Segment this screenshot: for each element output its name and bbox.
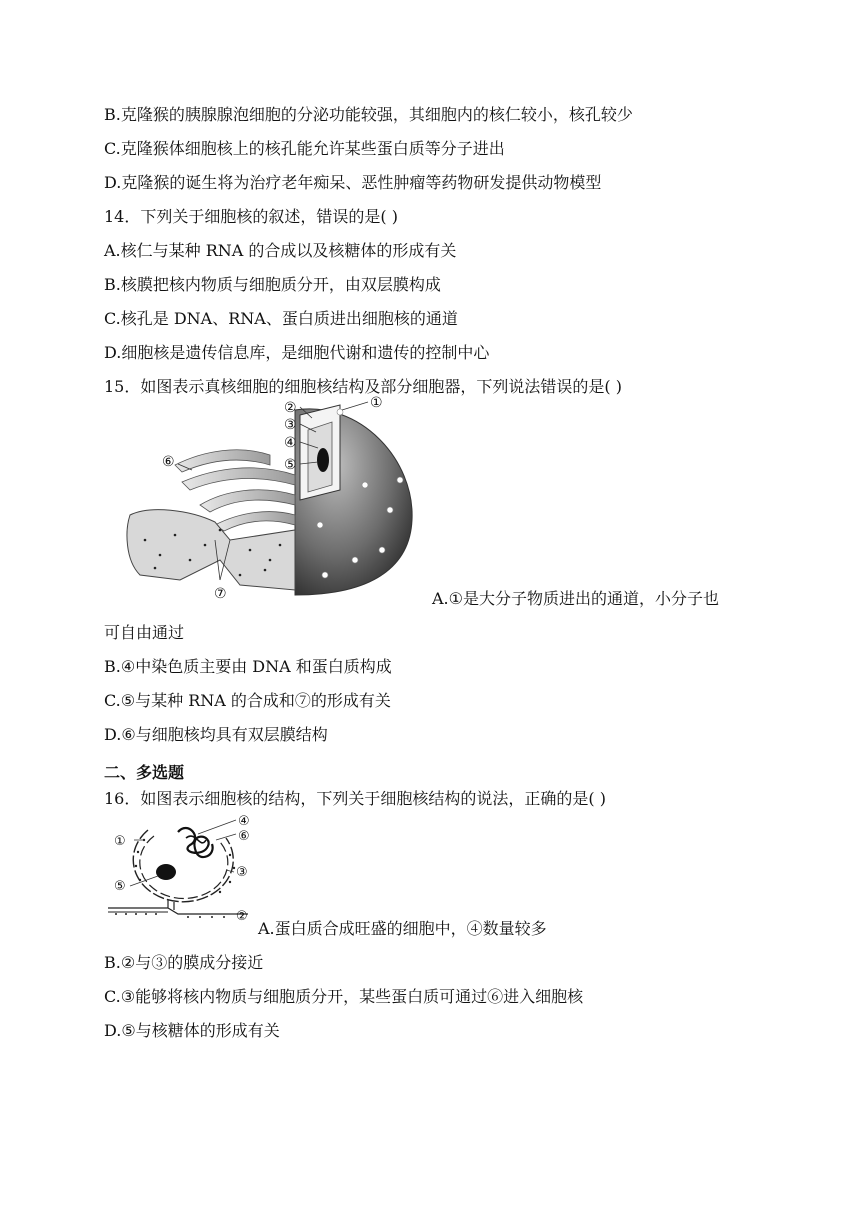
fig15-label-7: ⑦ (214, 586, 227, 602)
q16-option-a: A.蛋白质合成旺盛的细胞中，④数量较多 (258, 919, 547, 938)
q16-option-b: B.②与③的膜成分接近 (104, 953, 264, 972)
fig15-label-2: ② (284, 400, 297, 416)
fig16-label-3: ③ (236, 865, 248, 880)
q14-stem: 14．下列关于细胞核的叙述，错误的是( ) (104, 207, 398, 226)
fig15-label-4: ④ (284, 435, 297, 451)
nucleus-structure-figure (108, 810, 258, 925)
q13-option-b: B.克隆猴的胰腺腺泡细胞的分泌功能较强，其细胞内的核仁较小，核孔较少 (104, 105, 633, 124)
q14-option-a: A.核仁与某种 RNA 的合成以及核糖体的形成有关 (104, 241, 457, 260)
q14-option-d: D.细胞核是遗传信息库，是细胞代谢和遗传的控制中心 (104, 343, 490, 362)
q13-option-d: D.克隆猴的诞生将为治疗老年痴呆、恶性肿瘤等药物研发提供动物模型 (104, 173, 602, 192)
q15-option-b: B.④中染色质主要由 DNA 和蛋白质构成 (104, 657, 392, 676)
fig15-label-1: ① (370, 395, 383, 411)
section-heading-multiple-choice: 二、多选题 (104, 763, 185, 782)
q15-option-d: D.⑥与细胞核均具有双层膜结构 (104, 725, 328, 744)
q16-option-c: C.③能够将核内物质与细胞质分开，某些蛋白质可通过⑥进入细胞核 (104, 987, 584, 1006)
fig15-label-5: ⑤ (284, 457, 297, 473)
q14-option-c: C.核孔是 DNA、RNA、蛋白质进出细胞核的通道 (104, 309, 458, 328)
fig16-label-6: ⑥ (238, 829, 250, 844)
fig16-label-1: ① (114, 834, 126, 849)
q14-option-b: B.核膜把核内物质与细胞质分开，由双层膜构成 (104, 275, 441, 294)
q16-option-d: D.⑤与核糖体的形成有关 (104, 1021, 280, 1040)
fig16-label-5: ⑤ (114, 879, 126, 894)
fig16-label-4: ④ (238, 814, 250, 829)
fig15-label-6: ⑥ (162, 454, 175, 470)
fig16-label-2: ② (236, 909, 248, 924)
q15-option-a-line1: A.①是大分子物质进出的通道，小分子也 (432, 589, 719, 608)
q16-stem: 16．如图表示细胞核的结构，下列关于细胞核结构的说法，正确的是( ) (104, 789, 606, 808)
q13-option-c: C.克隆猴体细胞核上的核孔能允许某些蛋白质等分子进出 (104, 139, 505, 158)
q15-option-c: C.⑤与某种 RNA 的合成和⑦的形成有关 (104, 691, 391, 710)
nucleus-organelle-figure (120, 390, 420, 610)
fig15-label-3: ③ (284, 417, 297, 433)
q15-stem: 15．如图表示真核细胞的细胞核结构及部分细胞器，下列说法错误的是( ) (104, 377, 622, 396)
q15-option-a-line2: 可自由通过 (104, 623, 185, 642)
